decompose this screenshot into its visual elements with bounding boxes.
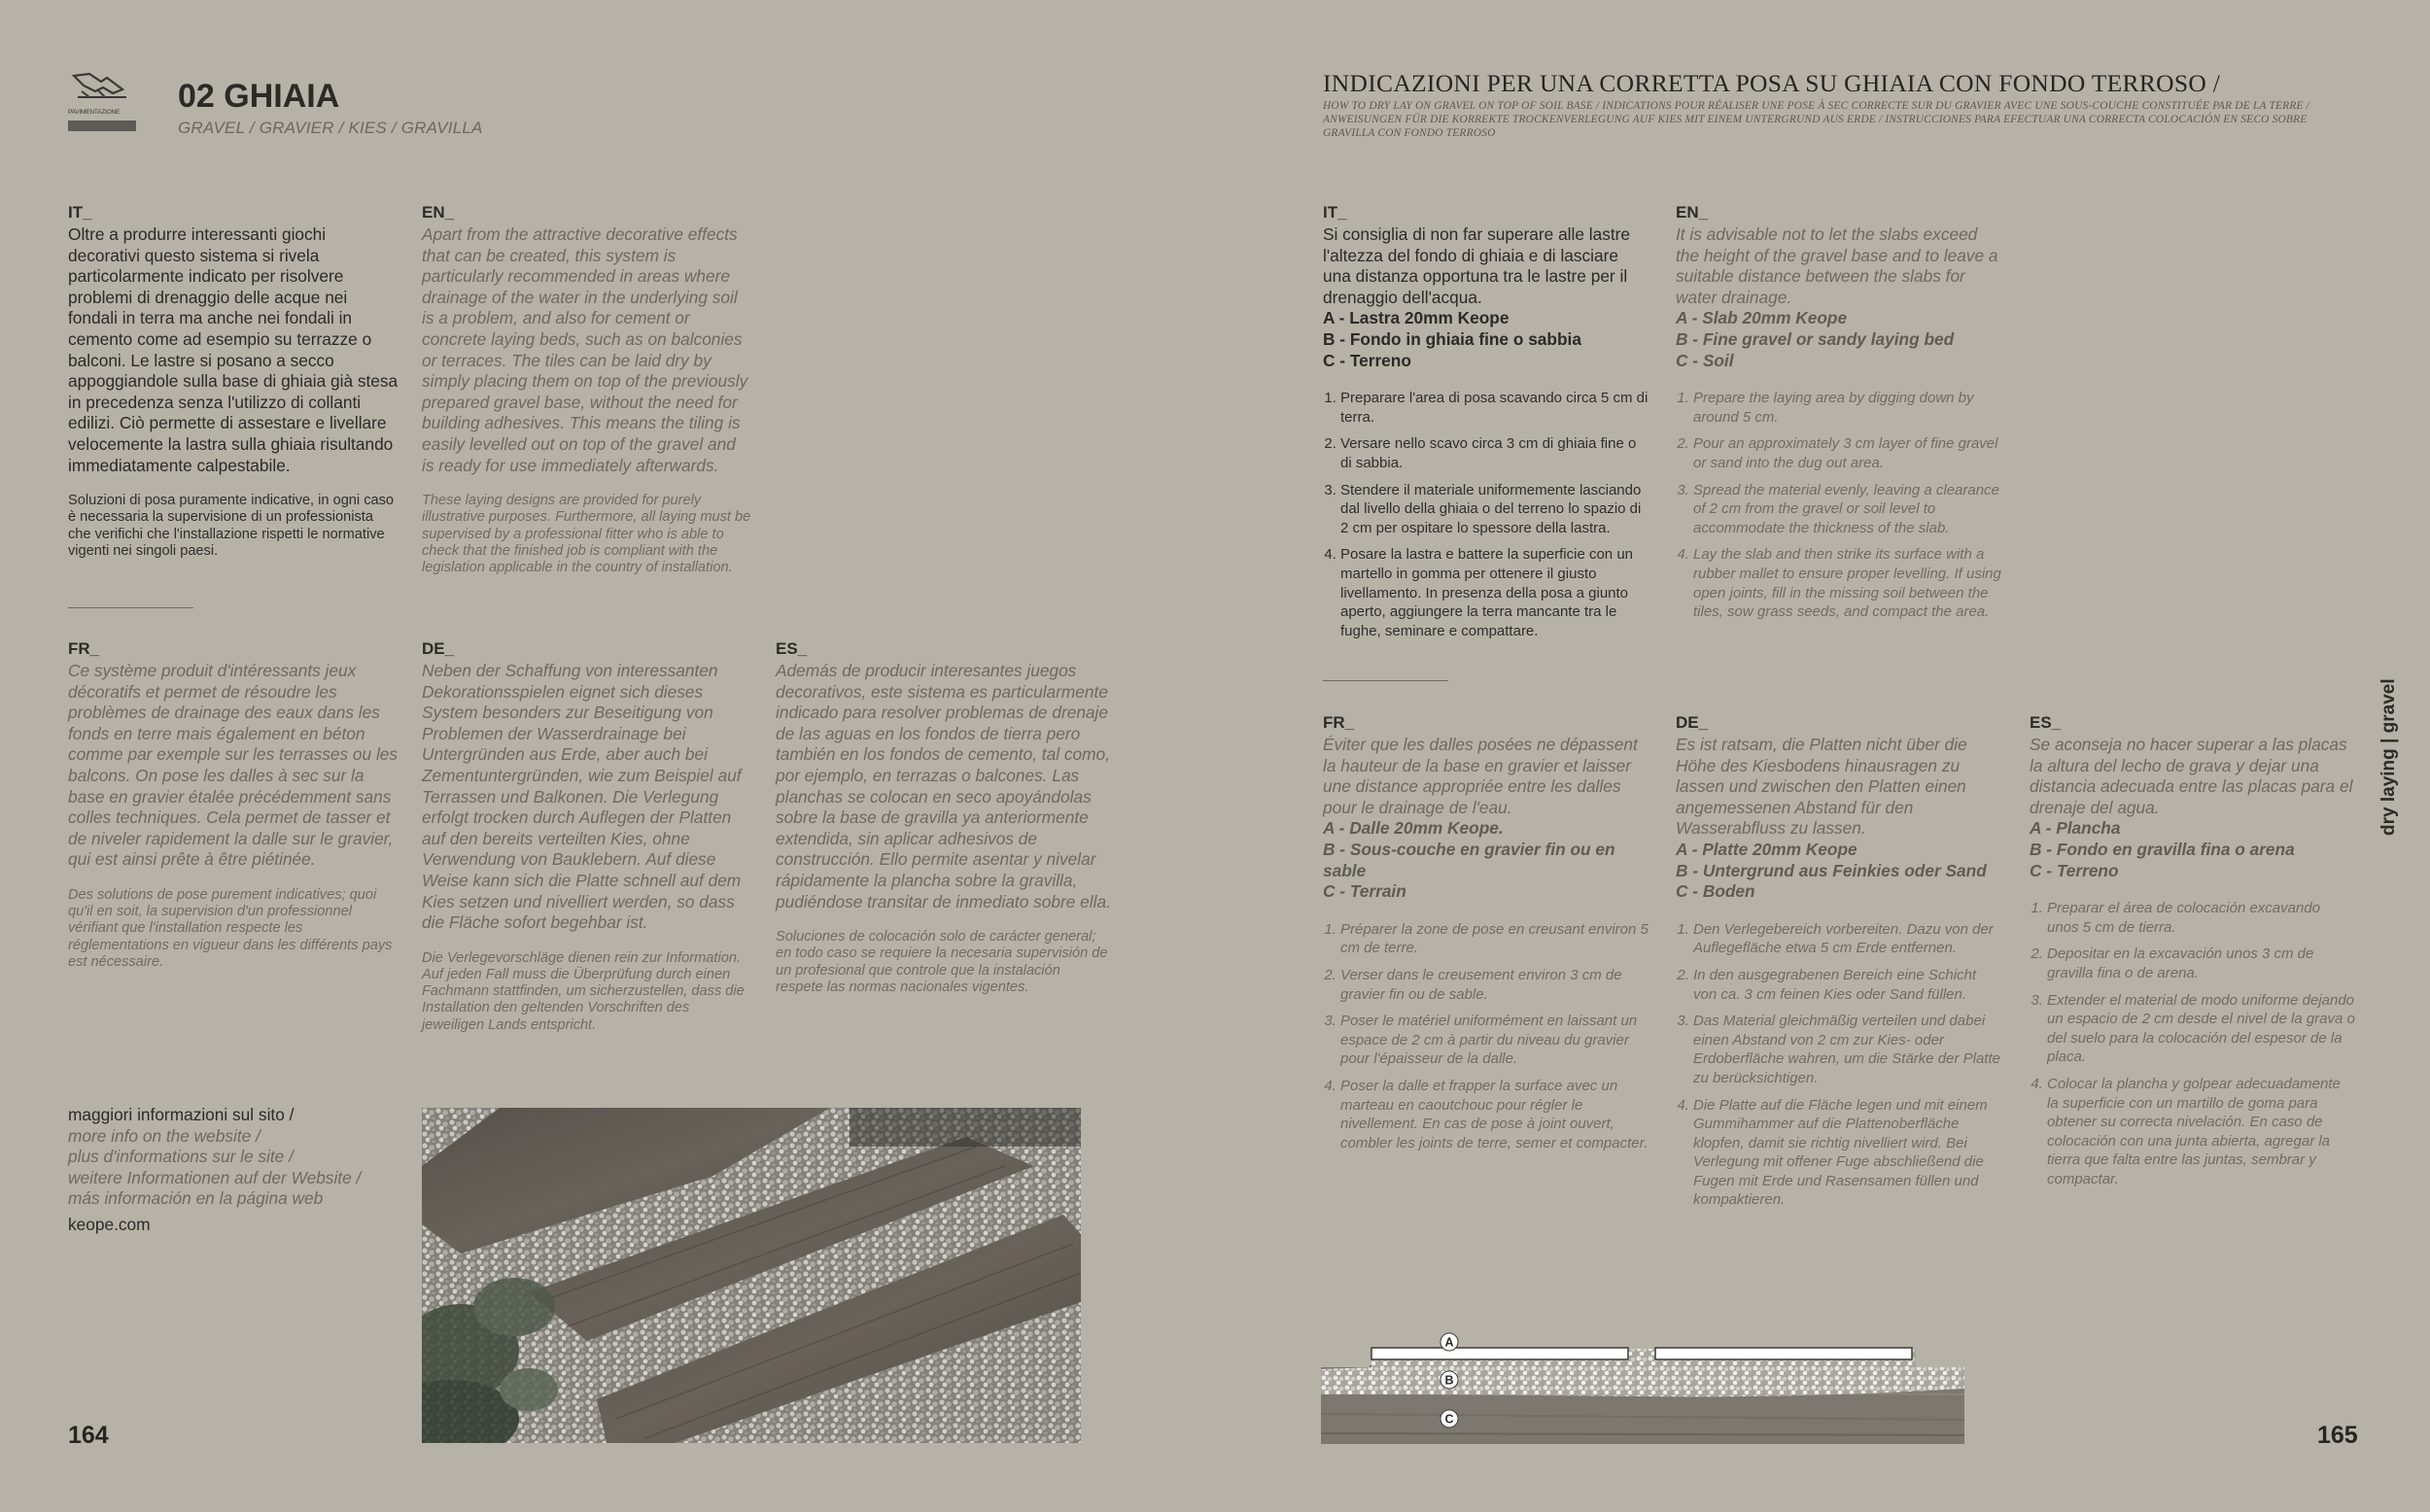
legend-a: A - Platte 20mm Keope	[1676, 839, 1857, 859]
more-info-fr: plus d'informations sur le site /	[68, 1147, 294, 1167]
it-steps	[1323, 389, 1649, 640]
it-body: Oltre a produrre interessanti giochi decorativi questo sistema si rivela particolarmente indicato per risolvere problemi di drenaggio delle acque nei fondali in terra ma anche nei fondali in cemento come ad esempio su terrazze o balconi. Le lastre si posano a secco appoggiandole sulla base di ghiaia già stesa in precedenza senza l'utilizzo di collanti edilizi. Ciò permette di assestare e livellare velocemente la lastra sulla ghiaia risultando immediatamente calpestabile.	[68, 224, 399, 475]
legend-a: A - Plancha	[2030, 818, 2121, 839]
lang-label-es: ES_	[776, 639, 808, 658]
lang-label-es: ES_	[2030, 713, 2062, 732]
step-2: 2. In den ausgegrabenen Bereich eine Schicht von ca. 3 cm feinen Kies oder Sand füllen.	[1693, 966, 2001, 1004]
step-3: 3. Das Material gleichmäßig verteilen und dabei einen Abstand von 2 cm zur Kies- oder Erdoberfläche wahren, um die Stärke der Platte zu berücksichtigen.	[1693, 1012, 2001, 1087]
legend-b: B - Untergrund aus Feinkies oder Sand	[1676, 860, 1987, 880]
de-block-right	[1676, 713, 2001, 1218]
step-1: 1. Prepare the laying area by digging down by around 5 cm.	[1693, 389, 2001, 427]
paving-trowel-icon	[68, 68, 136, 136]
de-block-left	[422, 639, 752, 1034]
more-info	[68, 1105, 399, 1236]
legend-c: C - Terreno	[1323, 350, 1411, 370]
it-body: Si consiglia di non far superare alle lastre l'altezza del fondo di ghiaia e di lasciare una distanza opportuna tra le lastre per il drenaggio dell'acqua.	[1323, 224, 1631, 307]
it-note: Soluzioni di posa puramente indicative, in ogni caso è necessaria la supervisione di un professionista che verifichi che l'installazione rispetti le normative vigenti nei singoli paesi.	[68, 493, 395, 559]
more-info-es: más información en la página web	[68, 1188, 324, 1209]
brand-logo	[68, 68, 136, 136]
en-block-right	[1676, 203, 2001, 630]
more-info-en: more info on the website /	[68, 1125, 260, 1146]
more-info-de: weitere Informationen auf der Website /	[68, 1167, 362, 1187]
diagram-label-a: A	[1444, 1335, 1454, 1350]
de-note: Die Verlegevorschläge dienen rein zur Information. Auf jeden Fall muss die Überprüfung durch einen Fachmann stattfinden, um sicherzustellen, dass die Installation den geltenden Vorschriften des jeweiligen Lands entspricht.	[422, 949, 745, 1033]
fr-steps	[1323, 920, 1649, 1153]
step-4: 4. Posare la lastra e battere la superficie con un martello in gomma per ottenere il giusto livellamento. In presenza della posa a giunto aperto, aggiungere la terra mancante tra le fughe, seminare e compattare.	[1340, 545, 1649, 640]
step-4: 4. Lay the slab and then strike its surface with a rubber mallet to ensure proper levelling. If using open joints, fill in the missing soil between the tiles, sow grass seeds, and compact the area.	[1693, 545, 2001, 621]
en-body: It is advisable not to let the slabs exceed the height of the gravel base and to leave a suitable distance between the slabs for water drainage.	[1676, 224, 1998, 307]
brand-mark-text: PAVIMENTAZIONE	[68, 109, 121, 116]
lang-label-it: IT_	[68, 203, 92, 222]
legend-b: B - Sous-couche en gravier fin ou en sable	[1323, 839, 1615, 880]
lang-label-de: DE_	[1676, 713, 1709, 732]
diagram-marker-c	[1441, 1410, 1458, 1427]
step-4: 4. Colocar la plancha y golpear adecuadamente la superficie con un martillo de goma para obtener su correcta nivelación. En caso de colocación con una junta abierta, agregar la tierra que falta entre las juntas, sembrar y compactar.	[2047, 1075, 2355, 1189]
more-info-it: maggiori informazioni sul sito /	[68, 1105, 295, 1124]
page-number-left: 164	[68, 1422, 109, 1449]
step-1: 1. Preparare l'area di posa scavando circa 5 cm di terra.	[1340, 389, 1649, 427]
page-number-right: 165	[2317, 1422, 2358, 1449]
es-block-right	[2030, 713, 2355, 1196]
legend-c: C - Terrain	[1323, 881, 1406, 902]
legend-a: A - Lastra 20mm Keope	[1323, 308, 1510, 328]
legend-b: B - Fondo en gravilla fina o arena	[2030, 839, 2295, 859]
de-body: Neben der Schaffung von interessanten Dekorationsspielen eignet sich dieses System besonders zur Beseitigung von Problemen der Wasserdrainage bei Untergründen aus Erde, aber auch bei Zementuntergründen, wie zum Beispiel auf Terrassen und Balkonen. Die Verlegung erfolgt trocken durch Auflegen der Platten auf den bereits verteilten Kies, ohne Verwendung von Bauklebern. Auf diese Weise kann sich die Platte schnell auf dem Kies setzen und nivelliert werden, so dass die Fläche sofort begehbar ist.	[422, 661, 742, 933]
es-steps	[2030, 899, 2355, 1188]
step-3: 3. Extender el material de modo uniforme dejando un espacio de 2 cm desde el nivel de la grava o del suelo para la colocación del espesor de la placa.	[2047, 991, 2355, 1067]
es-body: Se aconseja no hacer superar a las placas la altura del lecho de grava y dejar una distancia adecuada entre las placas para el drenaje del agua.	[2030, 735, 2353, 817]
instructions-subheading: HOW TO DRY LAY ON GRAVEL ON TOP OF SOIL BASE / INDICATIONS POUR RÉALISER UNE POSE À SEC CORRECTE SUR DU GRAVIER AVEC UNE SOUS-COUCHE CONSTITUÉE PAR DE LA TERRE / ANWEISUNGEN FÜR DIE KORREKTE TROCKENVERLEGUNG AUF KIES MIT EINEM UNTERGRUND AUS ERDE / INSTRUCCIONES PARA EFECTUAR UNA CORRECTA COLOCACIÓN EN SECO SOBRE GRAVILLA CON FONDO TERROSO	[1323, 100, 2310, 139]
section-title: 02 GHIAIA	[178, 78, 340, 115]
cross-section-diagram	[1321, 1326, 1964, 1444]
step-2: 2. Versare nello scavo circa 3 cm di ghiaia fine o di sabbia.	[1340, 434, 1649, 472]
en-steps	[1676, 389, 2001, 622]
fr-block-right	[1323, 713, 1649, 1160]
diagram-marker-a	[1441, 1333, 1458, 1351]
en-note: These laying designs are provided for purely illustrative purposes. Furthermore, all laying must be supervised by a professional fitter who is able to check that the finished job is compliant with the legislation applicable in the country of installation.	[422, 493, 751, 575]
legend-c: C - Boden	[1676, 881, 1755, 902]
legend-a: A - Dalle 20mm Keope.	[1323, 818, 1504, 839]
it-block-right	[1323, 203, 1649, 648]
instructions-heading: INDICAZIONI PER UNA CORRETTA POSA SU GHIAIA CON FONDO TERROSO /	[1323, 69, 2221, 97]
step-2: 2. Pour an approximately 3 cm layer of fine gravel or sand into the dug out area.	[1693, 434, 2001, 472]
en-legend	[1676, 308, 2001, 371]
divider	[68, 607, 193, 608]
es-note: Soluciones de colocación solo de carácter general; en todo caso se requiere la necesaria supervisión de un profesional que controle que la instalación respete las normas nacionales vigentes.	[776, 929, 1108, 995]
de-body: Es ist ratsam, die Platten nicht über die Höhe des Kiesbodens hinausragen zu lassen und zwischen den Platten einen angemessenen Abstand für den Wasserabfluss zu lassen.	[1676, 735, 1967, 839]
step-3: 3. Stendere il materiale uniformemente lasciando dal livello della ghiaia o del terreno lo spazio di 2 cm per ospitare lo spessore della lastra.	[1340, 481, 1649, 538]
divider	[1323, 680, 1448, 681]
website-link[interactable]: keope.com	[68, 1214, 151, 1234]
es-block-left	[776, 639, 1111, 996]
side-tab: dry laying | gravel	[2378, 678, 2399, 836]
it-block-left	[68, 203, 399, 560]
legend-b: B - Fine gravel or sandy laying bed	[1676, 328, 1955, 349]
fr-legend	[1323, 818, 1649, 902]
it-legend	[1323, 308, 1649, 371]
en-body: Apart from the attractive decorative effects that can be created, this system is particularly recommended in areas where drainage of the water in the underlying soil is a problem, and also for cement or concrete laying beds, such as on balconies or terraces. The tiles can be laid dry by simply placing them on top of the previously prepared gravel base, without the need for building adhesives. This means the tiling is easily levelled out on top of the gravel and is ready for use immediately afterwards.	[422, 224, 748, 475]
es-legend	[2030, 818, 2355, 881]
lang-label-fr: FR_	[1323, 713, 1355, 732]
diagram-marker-b	[1441, 1371, 1458, 1389]
step-2: 2. Verser dans le creusement environ 3 cm de gravier fin ou de sable.	[1340, 966, 1649, 1004]
de-steps	[1676, 920, 2001, 1210]
fr-note: Des solutions de pose purement indicatives; quoi qu'il en soit, la supervision d'un professionnel vérifiant que l'installation respecte les réglementations en vigueur dans les différents pays est nécessaire.	[68, 886, 393, 970]
es-body: Además de producir interesantes juegos decorativos, este sistema es particularmente indicado para resolver problemas de drenaje de las aguas en los fondos de tierra pero también en los fondos de cemento, tal como, por ejemplo, en terrazas o balcones. Las planchas se colocan en seco apoyándolas sobre la base de gravilla ya anteriormente extendida, sin aplicar adhesivos de construcción. Ello permite asentar y nivelar rápidamente la plancha sobre la gravilla, pudiéndose transitar de inmediato sobre ella.	[776, 661, 1111, 911]
de-legend	[1676, 840, 2001, 903]
step-1: 1. Den Verlegebereich vorbereiten. Dazu von der Auflegefläche etwa 5 cm Erde entfernen.	[1693, 920, 2001, 958]
legend-c: C - Terreno	[2030, 860, 2119, 880]
lang-label-de: DE_	[422, 639, 455, 658]
fr-body: Ce système produit d'intéressants jeux décoratifs et permet de résoudre les problèmes de drainage des eaux dans les fonds en terre mais également en béton comme par exemple sur les terrasses ou les balcons. On pose les dalles à sec sur la base en gravier étalée précédemment sans colles techniques. Cela permet de tasser et de niveler rapidement la dalle sur le gravier, qui est ainsi prête à être piétinée.	[68, 661, 399, 870]
step-1: 1. Préparer la zone de pose en creusant environ 5 cm de terre.	[1340, 920, 1649, 958]
step-4: 4. Poser la dalle et frapper la surface avec un marteau en caoutchouc pour régler le nivellement. En cas de pose à joint ouvert, combler les joints de terre, semer et compacter.	[1340, 1077, 1649, 1152]
fr-body: Éviter que les dalles posées ne dépassent la hauteur de la base en gravier et laisser une distance appropriée entre les dalles pour le drainage de l'eau.	[1323, 735, 1638, 817]
legend-c: C - Soil	[1676, 350, 1734, 370]
diagram-label-b: B	[1444, 1373, 1454, 1388]
lang-label-en: EN_	[422, 203, 455, 222]
step-4: 4. Die Platte auf die Fläche legen und mit einem Gummihammer auf die Plattenoberfläche klopfen, damit sie richtig nivelliert wird. Bei Verlegung mit offener Fuge abschließend die Fugen mit Erde und Rasensamen füllen und kompaktieren.	[1693, 1096, 2001, 1211]
legend-b: B - Fondo in ghiaia fine o sabbia	[1323, 328, 1581, 349]
legend-a: A - Slab 20mm Keope	[1676, 308, 1848, 328]
step-2: 2. Depositar en la excavación unos 3 cm de gravilla fina o de arena.	[2047, 945, 2355, 982]
lang-label-fr: FR_	[68, 639, 100, 658]
fr-block-left	[68, 639, 399, 971]
diagram-label-c: C	[1444, 1412, 1454, 1426]
step-3: 3. Spread the material evenly, leaving a clearance of 2 cm from the gravel or soil level to accommodate the thickness of the slab.	[1693, 481, 2001, 538]
gravel-paving-photo	[422, 1108, 1081, 1443]
section-subtitle: GRAVEL / GRAVIER / KIES / GRAVILLA	[178, 119, 483, 137]
lang-label-it: IT_	[1323, 203, 1347, 222]
lang-label-en: EN_	[1676, 203, 1709, 222]
step-3: 3. Poser le matériel uniformément en laissant un espace de 2 cm à partir du niveau du gravier pour l'épaisseur de la dalle.	[1340, 1012, 1649, 1069]
en-block-left	[422, 203, 752, 576]
step-1: 1. Preparar el área de colocación excavando unos 5 cm de tierra.	[2047, 899, 2355, 937]
